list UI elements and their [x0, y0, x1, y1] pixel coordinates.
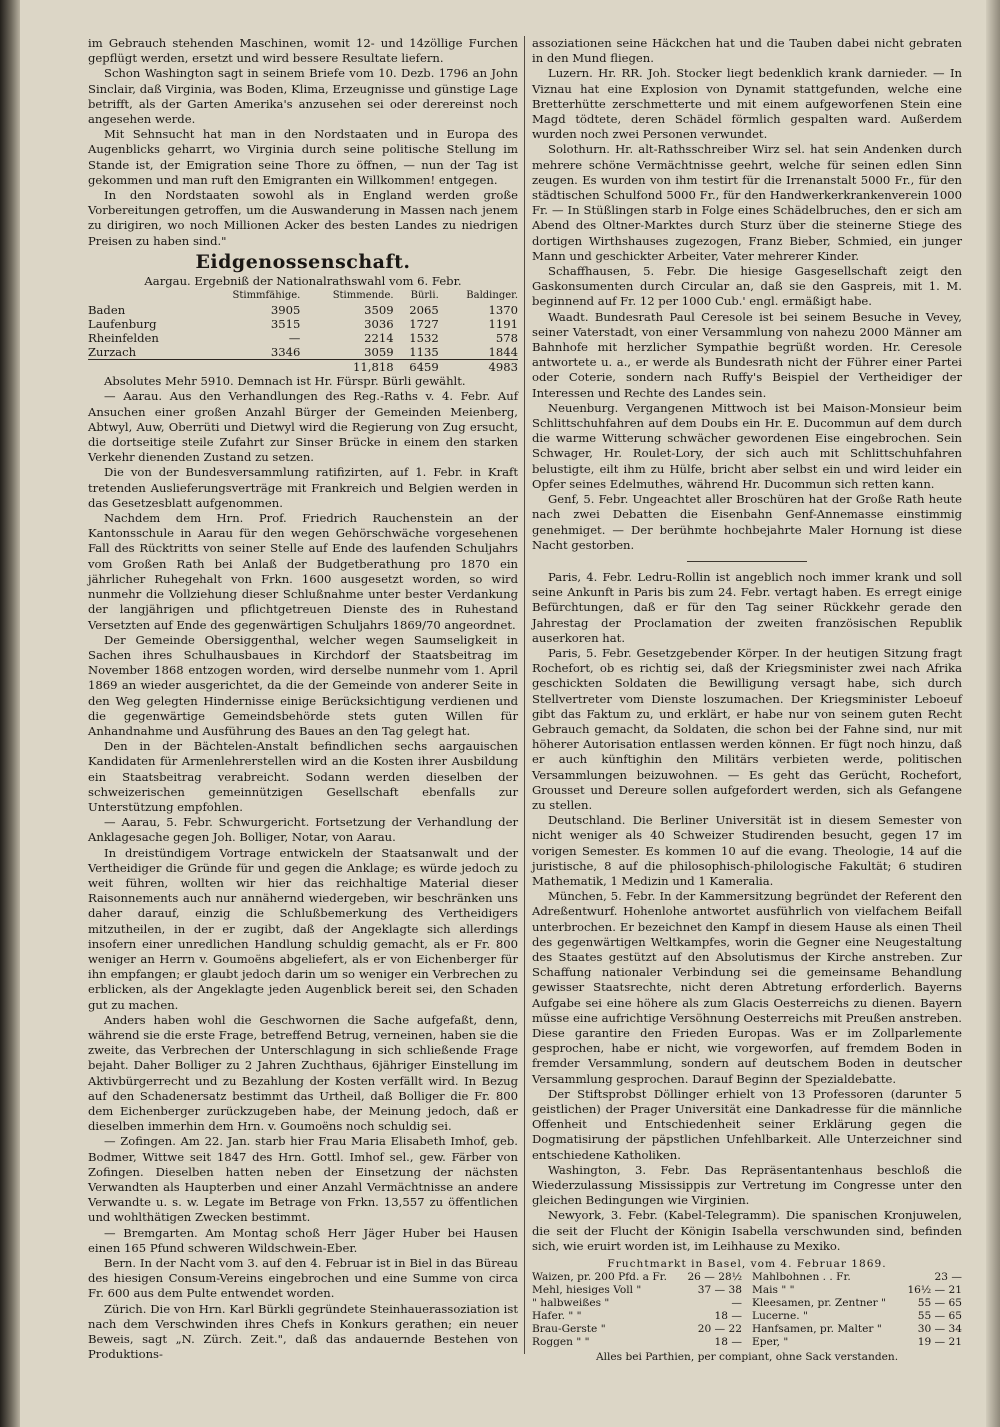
- market-row: [532, 1297, 742, 1310]
- paragraph: Mit Sehnsucht hat man in den Nordstaaten und in Europa des Augenblicks geharrt, wo Virginia durch seine politische Stellung im Stande ist, der Emigration seine Thore zu öffnen, — nun der Tag ist gekommen und man ruft den Emigranten ein Willkommen! entgegen.: [88, 127, 518, 187]
- table-cell: 578: [495, 331, 518, 346]
- section-heading: Eidgenossenschaft.: [195, 250, 411, 273]
- paragraph: München, 5. Febr. In der Kammersitzung begründet der Referent den Adreßentwurf. Hohenlohe antwortet ausführlich von vielfachem Beifall unterbrochen. Er bezeichnet den Kampf in diesem Hause als einen Theil des gegenwärtigen Weltkampfes, worin die Gegner eine Neugestaltung des Staates gestützt auf den Absolutismus der Kirche anstreben. Zur Schaffung nationaler Verbindung sei die gemeinsame Behandlung gewisser Staatsrechte, nicht deren Abtretung erforderlich. Bayerns Aufgabe sei eine höhere als zum Glacis Oesterreichs zu dienen. Bayern müsse eine aufrichtige Versöhnung Oesterreichs mit Preußen anstreben. Diese garantire den Frieden Europas. Was er im Zollparlemente gesprochen, habe er nicht, wie vorgeworfen, auf fremdem Boden in fremder Versammlung, sondern auf deutschem Boden in deutscher Versammlung gesprochen. Darauf Beginn der Spezialdebatte.: [532, 889, 962, 1086]
- market-row: [752, 1336, 962, 1349]
- paragraph: Schaffhausen, 5. Febr. Die hiesige Gasgesellschaft zeigt den Gaskonsumenten durch Circular an, daß sie den Gaspreis, mit 1. M. beginnend auf Fr. 12 per 1000 Cub.' engl. ermäßigt habe.: [532, 264, 962, 309]
- table-header: Baldinger.: [466, 290, 518, 302]
- left-column: [88, 36, 518, 1362]
- market-item: Kleesamen, pr. Zentner ": [752, 1297, 886, 1310]
- paragraph: Anders haben wohl die Geschwornen die Sache aufgefaßt, denn, während sie die erste Frage, betreffend Betrug, verneinen, haben sie die zweite, das Verbrechen der Unterschlagung in sich schließende Frage bejaht. Daher Bolliger zu 2 Jahren Zuchthaus, 6jähriger Einstellung im Aktivbürgerrecht und zu Bezahlung der Kosten verfällt wird. In Bezug auf den Schadenersatz bestimmt das Urtheil, daß Bolliger die Fr. 800 dem Eichenberger zurückzugeben habe, der Meinung jedoch, daß er dieselben immerhin dem Hrn. v. Goumoëns noch schuldig sei.: [88, 1012, 518, 1134]
- paragraph: Der Gemeinde Obersiggenthal, welcher wegen Saumseligkeit in Sachen ihres Schulhausbaues in Kirchdorf der Staatsbeitrag im November 1868 entzogen worden, wird derselbe nunmehr vom 1. April 1869 an wieder ausgerichtet, da die der Gemeinde von anderer Seite in den Weg gelegten Hindernisse einige Berücksichtigung verdienen und die gegenwärtige Gemeindsbehörde stets guten Willen für Anhandnahme und Ausführung des Baues an den Tag gelegt hat.: [88, 632, 518, 738]
- paragraph: Solothurn. Hr. alt-Rathsschreiber Wirz sel. hat sein Andenken durch mehrere schöne Vermächtnisse geehrt, welche für seinen edlen Sinn zeugen. Es wurden von ihm testirt für die Irrenanstalt 5000 Fr., für den städtischen Schulfond 5000 Fr., für den Handwerkerkrankenverein 1000 Fr. — In Stüßlingen starb in Folge eines Schädelbruches, den er sich am Abend des Oltner-Marktes durch Sturz über die steinerne Stiege des dortigen Wirthshauses zugezogen, Franz Bieber, Schmied, ein junger Mann und geschickter Arbeiter, Vater mehrerer Kinder.: [532, 142, 962, 263]
- paragraph: Paris, 5. Febr. Gesetzgebender Körper. In der heutigen Sitzung fragt Rochefort, ob es richtig sei, daß der Kriegsminister zwei nach Afrika geschickten Soldaten die Bewilligung versagt habe, sich durch Stellvertreter vom Dienste loszumachen. Der Kriegsminister Leboeuf gibt das Faktum zu, und erklärt, er habe nur von seinem guten Recht Gebrauch gemacht, da Soldaten, die schon bei der Fahne sind, nur mit höherer Autorisation entlassen werden können. Er fügt noch hinzu, daß er auch künftighin den Militärs verbieten werde, politischen Versammlungen beizuwohnen. — Es geht das Gerücht, Rochefort, Grousset und Dereure sollen aufgefordert werden, sich als Gefangene zu stellen.: [532, 645, 962, 812]
- table-cell: 3515: [270, 317, 301, 332]
- market-item: " halbweißes ": [532, 1297, 610, 1310]
- market-item: Mehl, hiesiges Voll ": [532, 1284, 642, 1297]
- market-price: 55 — 65: [917, 1297, 962, 1310]
- section-rule: [687, 561, 807, 562]
- paragraph: Den in der Bächtelen-Anstalt befindlichen sechs aargauischen Kandidaten für Armenlehrerstellen wird an die Kosten ihrer Ausbildung ein Staatsbeitrag verabreicht. Sodann werden dieselben der schweizerischen gemeinnützigen Gesellschaft ebenfalls zur Unterstützung empfohlen.: [88, 739, 518, 814]
- table-cell: [196, 360, 300, 375]
- paragraph: Nachdem dem Hrn. Prof. Friedrich Rauchenstein an der Kantonsschule in Aarau für den wegen Gehörschwäche vorgesehenen Fall des Rücktritts von seiner Stelle auf Ende des laufenden Schuljahrs vom Großen Rath bei Anlaß der Budgetberathung pro 1870 ein jährlicher Ruhegehalt von Frkn. 1600 ausgesetzt worden, so wird nunmehr die Vollziehung dieser Schlußnahme unter bester Verdankung der langjährigen und pflichtgetreuen Dienste des in Ruhestand Versetzten auf Ende des gegenwärtigen Schuljahrs 1869/70 angeordnet.: [88, 511, 518, 632]
- market-column-left: [532, 1271, 742, 1349]
- market-row: [752, 1284, 962, 1297]
- paragraph: — Aarau, 5. Febr. Schwurgericht. Fortsetzung der Verhandlung der Anklagesache gegen Joh. Bolliger, Notar, von Aarau.: [88, 815, 518, 845]
- table-cell: Laufenburg: [88, 317, 157, 332]
- market-footer-note: Alles bei Parthien, per compiant, ohne Sack verstanden.: [595, 1351, 899, 1364]
- table-cell: Rheinfelden: [88, 331, 159, 346]
- vote-results-table: [88, 289, 518, 374]
- table-cell: 4983: [439, 360, 518, 375]
- market-item: Lucerne. ": [752, 1310, 808, 1323]
- table-row: [88, 331, 518, 345]
- page-right-edge: [986, 0, 1000, 1427]
- table-row: [88, 345, 518, 360]
- market-item: Waizen, pr. 200 Pfd. a Fr.: [532, 1271, 667, 1284]
- paragraph: Waadt. Bundesrath Paul Ceresole ist bei seinem Besuche in Vevey, seiner Vaterstadt, von einer Versammlung von nahezu 2000 Männer am Bahnhofe mit herzlicher Sympathie begrüßt worden. Hr. Ceresole antwortete u. a., er werde als Bundesrath nicht der Führer einer Partei oder Coterie, sondern nach Ruffy's Beispiel der Vertheidiger der Interessen und Rechte des Landes sein.: [532, 309, 962, 400]
- market-price: 16½ — 21: [907, 1284, 962, 1297]
- paragraph: Zürich. Die von Hrn. Karl Bürkli gegründete Steinhauerassoziation ist nach dem Verschwinden ihres Chefs in Konkurs gerathen; ein neuer Beweis, sagt „N. Zürch. Zeit.", daß das andauernde Bestehen von Produktions-: [88, 1301, 518, 1362]
- table-cell: 3036: [364, 317, 394, 332]
- paragraph: Newyork, 3. Febr. (Kabel-Telegramm). Die spanischen Kronjuwelen, die seit der Flucht der Königin Isabella verschwunden sind, befinden sich, wie eruirt worden ist, im Leihhause zu Mexiko.: [532, 1208, 962, 1253]
- market-price: 37 — 38: [697, 1284, 742, 1297]
- table-header: Stimmende.: [332, 290, 394, 302]
- market-column-right: [752, 1271, 962, 1349]
- grain-market-report: [532, 1258, 962, 1364]
- table-header: Stimmfähige.: [232, 290, 301, 302]
- market-row: [532, 1271, 742, 1284]
- market-row: [752, 1297, 962, 1310]
- table-cell: Zurzach: [88, 345, 137, 360]
- market-price-list: [532, 1271, 962, 1349]
- paragraph: — Aarau. Aus den Verhandlungen des Reg.-Raths v. 4. Febr. Auf Ansuchen einer großen Anzahl Bürger der Gemeinden Meienberg, Abtwyl, Auw, Oberrüti und Dietwyl wird die Regierung von Zug ersucht, die dortseitige steile Zufahrt zur Sinser Brücke in einem den starken Verkehr dienenden Zustand zu setzen.: [88, 389, 518, 465]
- paragraph: — Bremgarten. Am Montag schoß Herr Jäger Huber bei Hausen einen 165 Pfund schweren Wildschwein-Eber.: [88, 1225, 518, 1255]
- paragraph: Die von der Bundesversammlung ratifizirten, auf 1. Febr. in Kraft tretenden Auslieferungsverträge mit Frankreich und Belgien werden in das Gesetzesblatt aufgenommen.: [88, 465, 518, 510]
- table-cell: 1844: [488, 345, 518, 360]
- table-sum-row: [88, 360, 518, 375]
- table-cell: 1532: [409, 331, 439, 346]
- paragraph: im Gebrauch stehenden Maschinen, womit 12- und 14zöllige Furchen gepflügt werden, ersetzt und wird bessere Resultate liefern.: [88, 36, 518, 66]
- paragraph: Absolutes Mehr 5910. Demnach ist Hr. Fürspr. Bürli gewählt.: [104, 374, 466, 389]
- table-row: [88, 303, 518, 317]
- table-header: Bürli.: [410, 290, 439, 302]
- right-column: [532, 36, 962, 1364]
- table-cell: 1135: [409, 345, 439, 360]
- market-row: [752, 1310, 962, 1323]
- paragraph: Washington, 3. Febr. Das Repräsentantenhaus beschloß die Wiederzulassung Mississippis zur Vertretung im Congresse unter den gleichen Bedingungen wie Virginien.: [532, 1162, 962, 1208]
- market-price: —: [731, 1297, 742, 1310]
- paragraph: assoziationen seine Häckchen hat und die Tauben dabei nicht gebraten in den Mund fliegen.: [532, 36, 962, 66]
- market-row: [532, 1310, 742, 1323]
- market-row: [532, 1284, 742, 1297]
- table-header-row: [88, 289, 518, 303]
- table-cell: 1370: [488, 303, 518, 318]
- table-cell: 2065: [409, 303, 439, 318]
- market-price: 23 —: [934, 1271, 962, 1284]
- table-cell: 3905: [270, 303, 301, 318]
- market-price: 55 — 65: [917, 1310, 962, 1323]
- market-row: [752, 1271, 962, 1284]
- paragraph: Luzern. Hr. RR. Joh. Stocker liegt bedenklich krank darnieder. — In Viznau hat eine Explosion von Dynamit stattgefunden, welche eine Bretterhütte zerschmetterte und mit einem aufgeworfenen Stein eine Magd tödtete, deren Schädel förmlich gespalten ward. Außerdem wurden noch zwei Personen verwundet.: [532, 66, 962, 142]
- paragraph: Schon Washington sagt in seinem Briefe vom 10. Dezb. 1796 an John Sinclair, daß Virginia, was Boden, Klima, Erzeugnisse und günstige Lage betrifft, als der Garten Amerika's anzusehen sei oder derereinst noch angesehen werde.: [88, 66, 518, 127]
- market-price: 20 — 22: [697, 1323, 742, 1336]
- market-item: Roggen " ": [532, 1336, 590, 1349]
- table-cell: 1191: [488, 317, 518, 332]
- table-header: [88, 289, 196, 303]
- paragraph: — Zofingen. Am 22. Jan. starb hier Frau Maria Elisabeth Imhof, geb. Bodmer, Wittwe seit 1847 des Hrn. Gottl. Imhof sel., gew. Färber von Zofingen. Dieselben hatten neben der Einsetzung der nächsten Verwandten als Haupterben und einer Anzahl Vermächtnisse an andere Verwandte u. s. w. Legate im Betrage von Frkn. 13,557 zu öffentlichen und wohlthätigen Zwecken bestimmt.: [88, 1134, 518, 1225]
- market-row: [532, 1336, 742, 1349]
- market-price: 30 — 34: [917, 1323, 962, 1336]
- market-price: 26 — 28½: [687, 1271, 742, 1284]
- market-price: 18 —: [714, 1310, 742, 1323]
- market-item: Brau-Gerste ": [532, 1323, 606, 1336]
- table-cell: 3346: [270, 345, 301, 360]
- paragraph: Der Stiftsprobst Döllinger erhielt von 13 Professoren (darunter 5 geistlichen) der Prager Universität eine Dankadresse für die männliche Offenheit und Entschiedenheit seiner Erklärung gegen die Dogmatisirung der päpstlichen Unfehlbarkeit. Alle Unterzeichner sind entschiedene Katholiken.: [532, 1086, 962, 1162]
- market-price: 18 —: [714, 1336, 742, 1349]
- market-item: Mais " ": [752, 1284, 795, 1297]
- market-row: [752, 1323, 962, 1336]
- table-cell: —: [288, 331, 301, 346]
- market-item: Mahlbohnen . . Fr.: [752, 1271, 851, 1284]
- table-cell: 11,818: [300, 360, 393, 375]
- page-binding-edge: [0, 0, 20, 1427]
- market-row: [532, 1323, 742, 1336]
- paragraph: Genf, 5. Febr. Ungeachtet aller Broschüren hat der Große Rath heute nach zwei Debatten die Eisenbahn Genf-Annemasse einstimmig genehmiget. — Der berühmte hochbejahrte Maler Hornung ist diese Nacht gestorben.: [532, 492, 962, 552]
- table-cell: 6459: [394, 360, 439, 375]
- market-title: Fruchtmarkt in Basel, vom 4. Februar 1869.: [607, 1258, 887, 1271]
- table-cell: [88, 360, 196, 375]
- table-cell: 2214: [364, 331, 394, 346]
- table-cell: Baden: [88, 303, 126, 318]
- table-row: [88, 317, 518, 331]
- market-item: Hafer. " ": [532, 1310, 582, 1323]
- paragraph: Neuenburg. Vergangenen Mittwoch ist bei Maison-Monsieur beim Schlittschuhfahren auf dem Doubs ein Hr. E. Ducommun auf dem durch die warme Witterung schwächer gewordenen Eise eingebrochen. Sein Schwager, Hr. Roulet-Lory, der sich auch mit Schlittschuhfahren belustigte, eilt ihm zu Hülfe, bricht aber selbst ein und wird leider ein Opfer seines Edelmuthes, während Hr. Ducommun sich retten kann.: [532, 400, 962, 491]
- paragraph: In dreistündigem Vortrage entwickeln der Staatsanwalt und der Vertheidiger die Gründe für und gegen die Anklage; es würde jedoch zu weit führen, wollten wir hier das reichhaltige Material dieser Raisonnements auch nur annähernd wiedergeben, wir beschränken uns daher darauf, einzig die Schlußbemerkung des Vertheidigers mitzutheilen, in der er zugibt, daß der Angeklagte sich allerdings insofern einer unredlichen Handlung schuldig gemacht, als er Fr. 800 weniger an Herrn v. Goumoëns abgeliefert, als er von Eichenberger für ihn empfangen; er glaubt jedoch darin um so weniger ein Verbrechen zu erblicken, als der Angeklagte jeden Augenblick bereit sei, den Schaden gut zu machen.: [88, 845, 518, 1012]
- table-cell: 3059: [364, 345, 394, 360]
- vote-table-caption: Aargau. Ergebniß der Nationalrathswahl vom 6. Febr.: [144, 274, 462, 289]
- column-divider: [524, 36, 525, 1354]
- paragraph: Deutschland. Die Berliner Universität ist in diesem Semester von nicht weniger als 40 Schweizer Studirenden besucht, gegen 17 im vorigen Semester. Es kommen 10 auf die evang. Theologie, 14 auf die juristische, 8 auf die philosophisch-philologische Fakultät; 6 studiren Mathematik, 1 Medizin und 1 Kameralia.: [532, 813, 962, 888]
- table-cell: 1727: [409, 317, 439, 332]
- paragraph: Bern. In der Nacht vom 3. auf den 4. Februar ist in Biel in das Büreau des hiesigen Consum-Vereins eingebrochen und eine Summe von circa Fr. 600 aus dem Pulte entwendet worden.: [88, 1256, 518, 1301]
- market-price: 19 — 21: [917, 1336, 962, 1349]
- market-item: Eper, ": [752, 1336, 789, 1349]
- market-item: Hanfsamen, pr. Malter ": [752, 1323, 882, 1336]
- paragraph: Paris, 4. Febr. Ledru-Rollin ist angeblich noch immer krank und soll seine Ankunft in Paris bis zum 24. Febr. vertagt haben. Es erregt einige Befürchtungen, daß er für den Tag seiner Rückkehr gerade den Jahrestag der Proclamation der zweiten französischen Republik auserkoren hat.: [532, 569, 962, 645]
- table-cell: 3509: [364, 303, 394, 318]
- paragraph: In den Nordstaaten sowohl als in England werden große Vorbereitungen getroffen, um die Auswanderung in Massen nach jenem zu dirigiren, wo noch Millionen Acker des besten Landes zu niedrigen Preisen zu haben sind.": [88, 188, 518, 248]
